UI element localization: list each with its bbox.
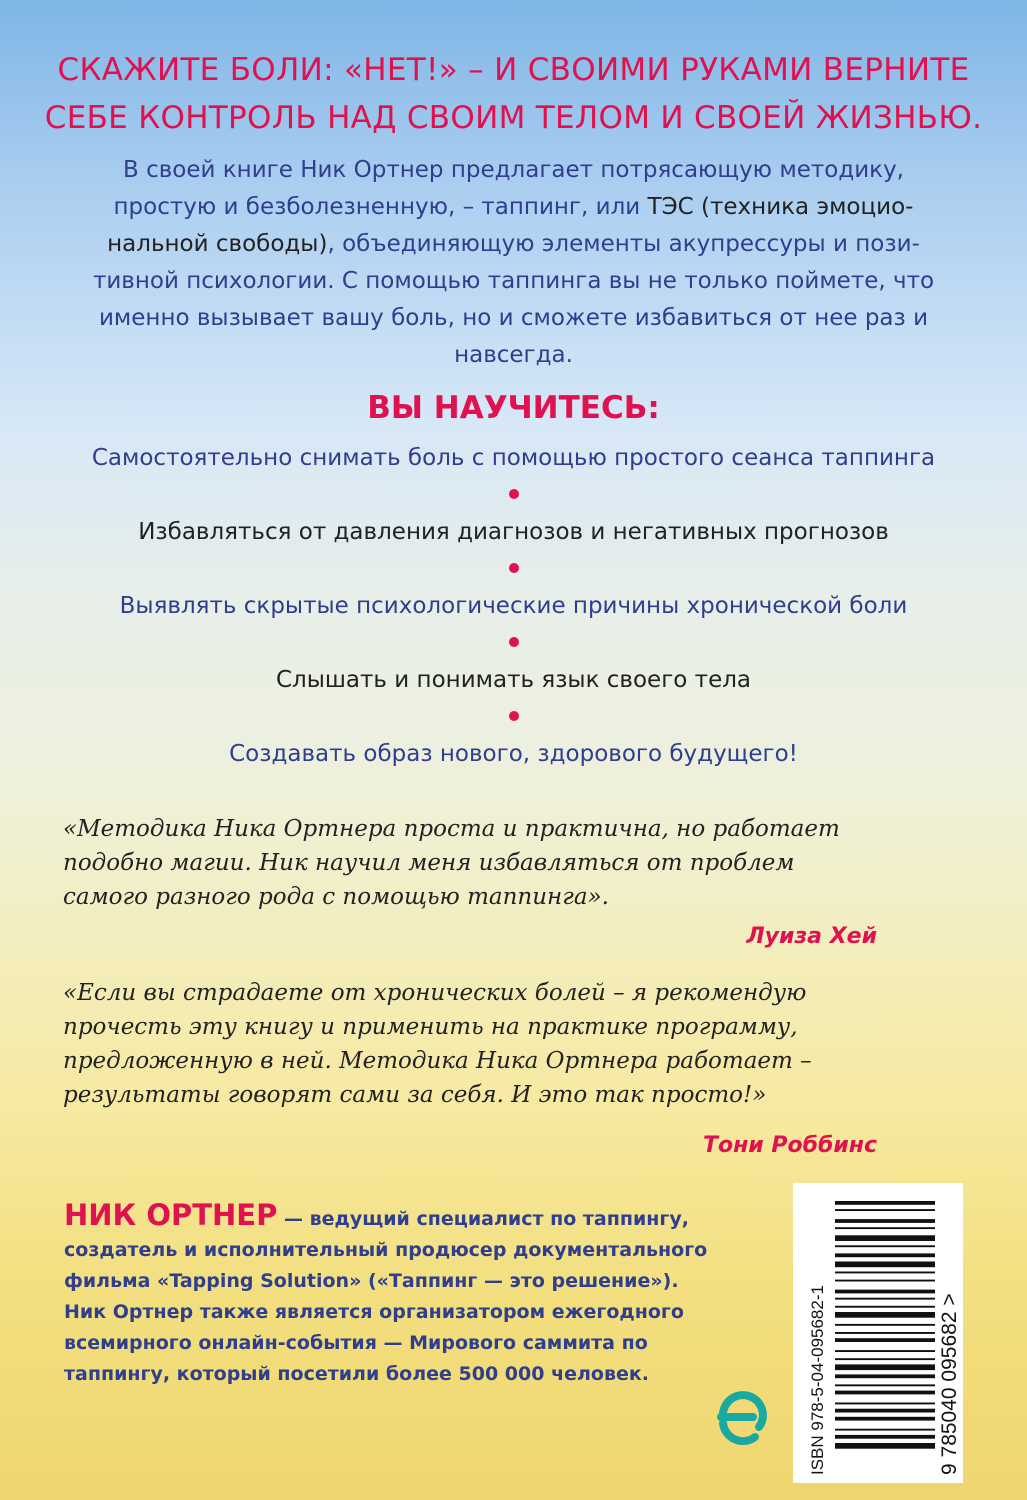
isbn-text: ISBN 978-5-04-095682-1	[808, 1285, 827, 1475]
barcode-bar	[835, 1272, 935, 1274]
barcode-bar	[835, 1209, 935, 1211]
barcode-bar	[835, 1290, 935, 1294]
barcode-bar	[835, 1280, 935, 1282]
quote-2-author: Тони Роббинс	[702, 1133, 877, 1158]
quote-line: подобно магии. Ник научил меня избавляться от проблем	[63, 850, 795, 876]
barcode-bar	[835, 1384, 935, 1386]
quote-line: «Методика Ника Ортнера проста и практична, но работает	[63, 816, 840, 842]
barcode-bar	[835, 1306, 935, 1308]
bio-name: НИК ОРТНЕР	[64, 1198, 278, 1232]
barcode-panel	[793, 1183, 963, 1483]
barcode-bar	[835, 1324, 935, 1326]
author-bio	[64, 1200, 784, 1390]
intro-part-1: В своей книге Ник Ортнер предлагает потрясающую методику, простую и безболезненную, – таппинг, или	[113, 157, 904, 220]
bio-line: создатель и исполнительный продюсер документального	[64, 1239, 708, 1261]
headline-line-2: СЕБЕ КОНТРОЛЬ НАД СВОИМ ТЕЛОМ И СВОЕЙ ЖИЗНЬЮ.	[44, 100, 983, 136]
barcode-bar	[835, 1201, 935, 1205]
quote-line: предложенную в ней. Методика Ника Ортнера работает –	[63, 1048, 812, 1074]
barcode-bar	[835, 1262, 935, 1268]
barcode-bar	[835, 1350, 935, 1352]
bullet-dot	[509, 711, 519, 721]
quote-line: «Если вы страдаете от хронических болей – я рекомендую	[63, 980, 807, 1006]
quote-2	[63, 976, 863, 1112]
barcode-bar	[835, 1358, 935, 1360]
intro-part-3: , объединяющую элементы акупрессуры и позитивной психологии. С помощью таппинга вы не только поймете, что именно вызывает вашу боль, но и сможете избавиться от нее раз и навсегда.	[92, 231, 935, 368]
quote-1-author: Луиза Хей	[746, 924, 877, 949]
barcode-bar	[835, 1245, 935, 1247]
bullet-dot	[509, 489, 519, 499]
headline-line-1: СКАЖИТЕ БОЛИ: «НЕТ!» – И СВОИМИ РУКАМИ ВЕРНИТЕ	[57, 52, 970, 88]
intro-part-2: ТЭС (техника эмоциональной свободы)	[107, 194, 914, 257]
learn-item-4: Слышать и понимать язык своего тела	[275, 667, 752, 693]
barcode-bar	[835, 1435, 935, 1439]
barcode-bar	[835, 1374, 935, 1378]
bio-line: — ведущий специалист по таппингу,	[277, 1208, 689, 1230]
bio-line: таппингу, который посетили более 500 000 человек.	[64, 1363, 649, 1385]
publisher-logo-icon	[715, 1387, 767, 1445]
barcode-bars	[835, 1201, 935, 1449]
barcode-bar	[835, 1312, 935, 1318]
barcode	[793, 1183, 963, 1483]
learn-item-1: Самостоятельно снимать боль с помощью простого сеанса таппинга	[91, 445, 936, 471]
barcode-bar	[835, 1391, 935, 1395]
barcode-bar	[835, 1417, 935, 1421]
bullet-dot	[509, 563, 519, 573]
quote-line: самого разного рода с помощью таппинга».	[63, 884, 609, 910]
barcode-bar	[835, 1227, 935, 1229]
barcode-bar	[835, 1364, 935, 1370]
bullet-dot	[509, 637, 519, 647]
barcode-bar	[835, 1219, 935, 1223]
barcode-bar	[835, 1298, 935, 1300]
barcode-bar	[835, 1332, 935, 1334]
learn-item-2: Избавляться от давления диагнозов и негативных прогнозов	[138, 519, 889, 545]
quote-line: прочесть эту книгу и применить на практике программу,	[63, 1014, 798, 1040]
barcode-bar	[835, 1253, 935, 1257]
learn-title: ВЫ НАУЧИТЕСЬ:	[367, 390, 660, 426]
intro-paragraph	[80, 152, 947, 374]
barcode-bar	[835, 1403, 935, 1405]
barcode-bar	[835, 1443, 935, 1449]
bio-line: Ник Ортнер также является организатором ежегодного	[64, 1301, 684, 1323]
barcode-bar	[835, 1409, 935, 1413]
barcode-bar	[835, 1235, 935, 1241]
bio-line: фильма «Tapping Solution» («Таппинг — это решение»).	[64, 1270, 679, 1292]
barcode-digits: 9 785040 095682 >	[938, 1293, 961, 1475]
headline	[0, 46, 1027, 142]
barcode-bar	[835, 1429, 935, 1431]
quote-1	[63, 812, 863, 914]
learn-item-3: Выявлять скрытые психологические причины хронической боли	[119, 593, 908, 619]
learn-item-5: Создавать образ нового, здорового будущего!	[229, 741, 798, 767]
quote-line: результаты говорят сами за себя. И это так просто!»	[63, 1082, 767, 1108]
barcode-bar	[835, 1338, 935, 1342]
bio-line: всемирного онлайн-события — Мирового саммита по	[64, 1332, 648, 1354]
